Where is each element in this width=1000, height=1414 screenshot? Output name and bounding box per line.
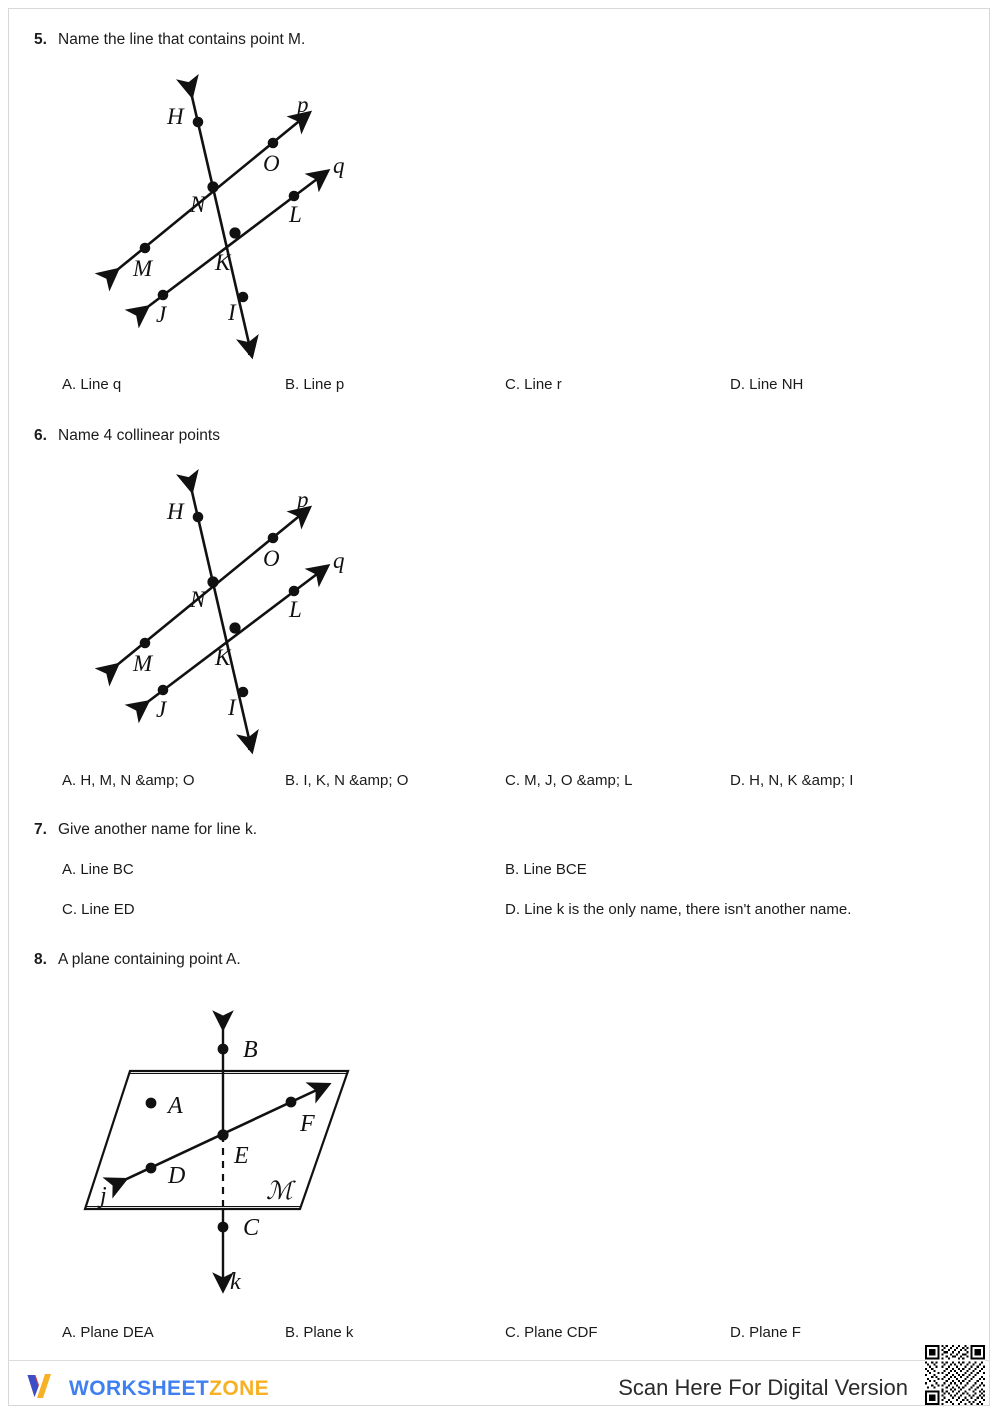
- scan-here-label: Scan Here For Digital Version: [618, 1375, 908, 1400]
- option-6-a[interactable]: A. H, M, N &amp; O: [62, 772, 195, 789]
- option-7-b[interactable]: B. Line BCE: [505, 861, 587, 878]
- question-6-header: [0, 426, 1000, 446]
- point-N: [207, 181, 218, 192]
- brand-lockup[interactable]: [26, 1371, 269, 1406]
- label-q: q: [333, 153, 345, 178]
- question-8-number: 8.: [34, 951, 47, 968]
- label-E: E: [234, 1143, 249, 1169]
- option-6-c[interactable]: C. M, J, O &amp; L: [505, 772, 633, 789]
- brand-name: [69, 1377, 269, 1401]
- question-7-number: 7.: [34, 821, 47, 838]
- question-8-options: [0, 1323, 1000, 1347]
- point-J: [158, 290, 169, 301]
- point-H: [193, 117, 204, 128]
- option-5-c[interactable]: C. Line r: [505, 376, 562, 393]
- question-8-header: [0, 950, 1000, 970]
- label-F: F: [300, 1111, 315, 1137]
- option-7-c[interactable]: C. Line ED: [62, 901, 135, 918]
- point-K: [229, 227, 240, 238]
- label-M: M: [133, 256, 153, 281]
- label-I: I: [228, 300, 236, 325]
- label-H: H: [167, 104, 184, 129]
- point-I: [238, 687, 249, 698]
- question-6: [0, 426, 1000, 446]
- label-p: p: [297, 92, 309, 117]
- label-k: k: [230, 1269, 241, 1295]
- option-6-d[interactable]: D. H, N, K &amp; I: [730, 772, 854, 789]
- question-8: [0, 950, 1000, 970]
- point-M: [140, 638, 151, 649]
- label-M: M: [133, 651, 153, 676]
- point-B: [218, 1044, 229, 1055]
- option-8-b[interactable]: B. Plane k: [285, 1324, 354, 1341]
- point-O: [268, 533, 279, 544]
- question-5: [0, 30, 1000, 50]
- point-D: [146, 1163, 157, 1174]
- label-q: q: [333, 548, 345, 573]
- label-r: r: [247, 730, 256, 755]
- question-5-prompt: Name the line that contains point M.: [58, 31, 306, 48]
- option-5-b[interactable]: B. Line p: [285, 376, 345, 393]
- label-K: K: [215, 250, 231, 275]
- brand-word-zone: ZONE: [209, 1376, 270, 1400]
- option-8-a[interactable]: A. Plane DEA: [62, 1324, 154, 1341]
- label-C: C: [243, 1215, 260, 1241]
- qr-code[interactable]: [925, 1345, 985, 1405]
- label-N: N: [190, 192, 206, 217]
- label-plane-M: ℳ: [266, 1178, 293, 1205]
- option-8-c[interactable]: C. Plane CDF: [505, 1324, 598, 1341]
- label-D: D: [168, 1163, 186, 1189]
- option-8-d[interactable]: D. Plane F: [730, 1324, 801, 1341]
- label-B: B: [243, 1037, 258, 1063]
- question-7-prompt: Give another name for line k.: [58, 821, 258, 838]
- label-r: r: [247, 335, 256, 360]
- point-L: [289, 191, 300, 202]
- point-N: [207, 576, 218, 587]
- point-F: [286, 1097, 297, 1108]
- point-K: [229, 622, 240, 633]
- question-7: [0, 820, 1000, 840]
- page-footer: [8, 1360, 990, 1406]
- option-7-d[interactable]: D. Line k is the only name, there isn't another name.: [505, 901, 852, 918]
- point-C: [218, 1222, 229, 1233]
- label-K: K: [215, 645, 231, 670]
- point-M: [140, 243, 151, 254]
- label-O: O: [263, 151, 280, 176]
- point-J: [158, 685, 169, 696]
- label-A: A: [168, 1093, 183, 1119]
- worksheetzone-logo-icon: [26, 1371, 60, 1406]
- label-J: J: [156, 302, 167, 327]
- label-N: N: [190, 587, 206, 612]
- point-L: [289, 586, 300, 597]
- point-H: [193, 512, 204, 523]
- label-j: j: [100, 1183, 107, 1209]
- point-E: [217, 1129, 228, 1140]
- question-5-header: [0, 30, 1000, 50]
- figure-lines-q5: [95, 70, 375, 360]
- option-5-d[interactable]: D. Line NH: [730, 376, 804, 393]
- option-5-a[interactable]: A. Line q: [62, 376, 122, 393]
- question-6-number: 6.: [34, 427, 47, 444]
- figure-lines-q6: [95, 465, 375, 755]
- label-H: H: [167, 499, 184, 524]
- label-L: L: [289, 202, 302, 227]
- question-6-prompt: Name 4 collinear points: [58, 427, 220, 444]
- question-7-options-row-2: [0, 900, 1000, 924]
- option-6-b[interactable]: B. I, K, N &amp; O: [285, 772, 409, 789]
- point-A: [146, 1098, 157, 1109]
- plane-M-outline: [85, 1071, 348, 1209]
- label-O: O: [263, 546, 280, 571]
- point-I: [238, 292, 249, 303]
- question-5-number: 5.: [34, 31, 47, 48]
- figure-plane-q8: [78, 1003, 378, 1303]
- label-L: L: [289, 597, 302, 622]
- question-7-header: [0, 820, 1000, 840]
- brand-word-worksheet: WORKSHEET: [69, 1376, 210, 1400]
- question-8-prompt: A plane containing point A.: [58, 951, 241, 968]
- label-p: p: [297, 487, 309, 512]
- point-O: [268, 138, 279, 149]
- label-I: I: [228, 695, 236, 720]
- question-5-options: [0, 375, 1000, 399]
- question-7-options-row-1: [0, 860, 1000, 884]
- option-7-a[interactable]: A. Line BC: [62, 861, 134, 878]
- label-J: J: [156, 697, 167, 722]
- question-6-options: [0, 771, 1000, 795]
